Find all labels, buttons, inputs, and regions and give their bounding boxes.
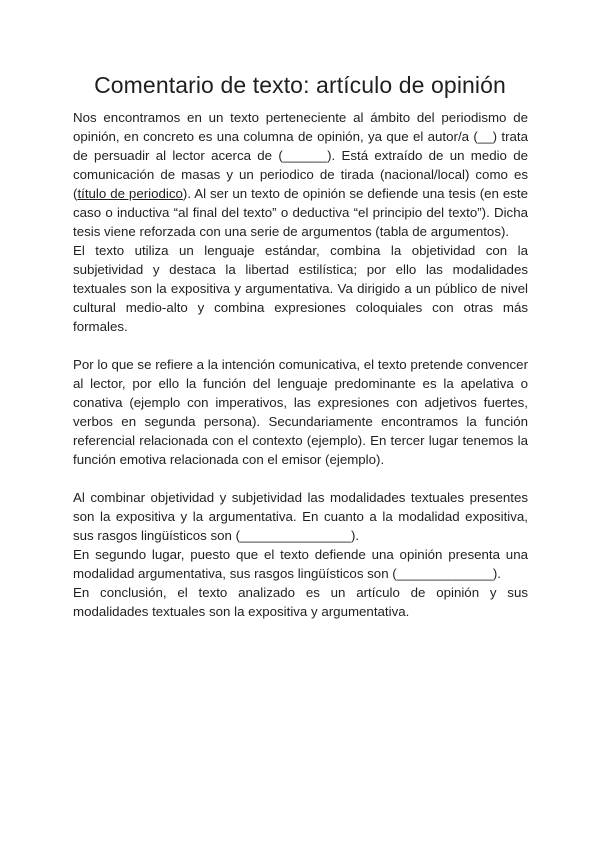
paragraph-language: El texto utiliza un lenguaje estándar, combina la objetividad con la subjetividad y destaca la libertad estilística; por ello las modalidades textuales son la expositiva y argumentativa. Va dirigido a un público de nivel cultural medio-alto y combina expresiones coloquiales con otras más formales. [73,243,528,334]
paragraph-intro [73,108,528,241]
paragraph-modalities: Al combinar objetividad y subjetividad las modalidades textuales presentes son la expositiva y la argumentativa. En cuanto a la modalidad expositiva, sus rasgos lingüísticos son (_______________). [73,490,528,543]
paragraph-argumentative: En segundo lugar, puesto que el texto defiende una opinión presenta una modalidad argumentativa, sus rasgos lingüísticos son (_____________). [73,547,528,581]
paragraph-conclusion: En conclusión, el texto analizado es un artículo de opinión y sus modalidades textuales son la expositiva y argumentativa. [73,585,528,619]
newspaper-title-placeholder: título de periodico [77,186,183,201]
paragraph-intro-part2: ). Al ser un texto de opinión se defiende una tesis (en este caso o inductiva “al final del texto” o deductiva “el principio del texto”). Dicha tesis viene reforzada con una serie de argumentos (tabla de argumentos). [73,186,529,239]
document-title: Comentario de texto: artículo de opinión [94,72,506,98]
paragraph-intro-part1: Nos encontramos en un texto perteneciente al ámbito del periodismo de opinión, en concreto es una columna de opinión, ya que el autor/a (__) trata de persuadir al lector acerca de (______). Está extraído de un medio de comunicación de masas y un periodico de tirada (nacional/local) como es ( [73,110,528,201]
paragraph-intention: Por lo que se refiere a la intención comunicativa, el texto pretende convencer al lector, por ello la función del lenguaje predominante es la apelativa o conativa (ejemplo con imperativos, las expresiones con adjetivos fuertes, verbos en segunda persona). Secundariamente encontramos la función referencial relacionada con el contexto (ejemplo). En tercer lugar tenemos la función emotiva relacionada con el emisor (ejemplo). [73,357,528,467]
document-body [73,108,528,621]
